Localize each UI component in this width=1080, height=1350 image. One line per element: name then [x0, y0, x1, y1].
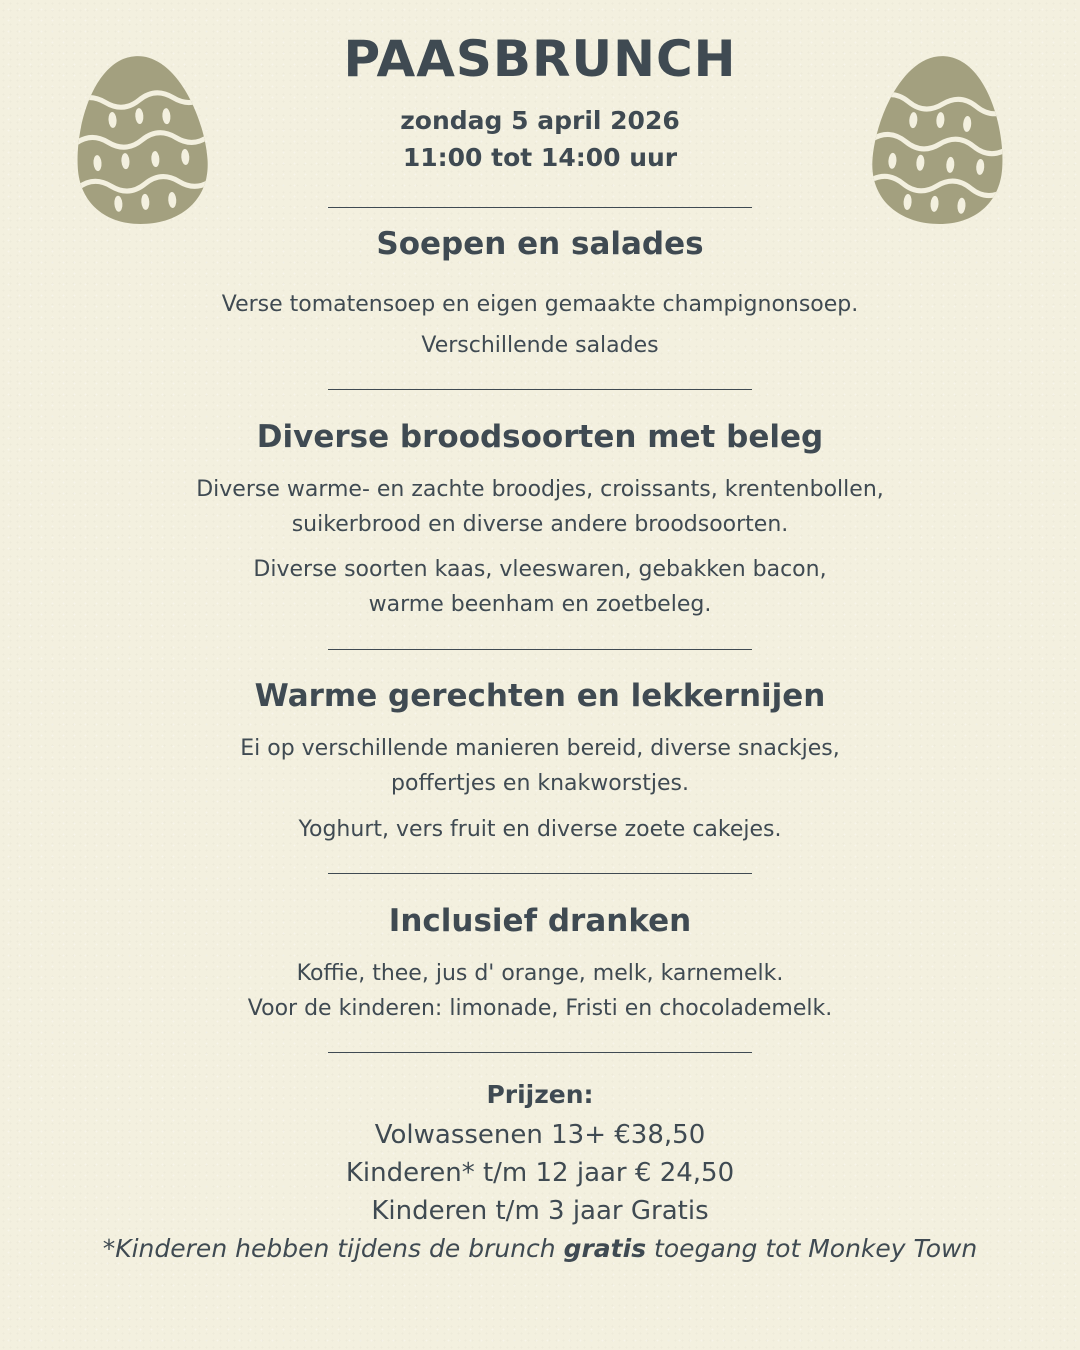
divider	[328, 207, 752, 208]
prices-title: Prijzen:	[486, 1080, 594, 1109]
section-line: Diverse warme- en zachte broodjes, croissants, krentenbollen,	[196, 477, 884, 502]
section-line: Ei op verschillende manieren bereid, diverse snackjes,	[240, 736, 840, 761]
page-title: PAASBRUNCH	[343, 30, 737, 88]
section-heading: Soepen en salades	[376, 226, 704, 262]
event-time: 11:00 tot 14:00 uur	[402, 143, 678, 172]
section-line: Verse tomatensoep en eigen gemaakte champignonsoep.	[221, 292, 859, 317]
section-line: poffertjes en knakworstjes.	[391, 771, 689, 796]
section-heading: Diverse broodsoorten met beleg	[256, 419, 824, 455]
divider	[328, 649, 752, 650]
section-heading: Warme gerechten en lekkernijen	[254, 678, 826, 714]
divider	[328, 1052, 752, 1053]
section-line: Verschillende salades	[421, 333, 659, 358]
note-emphasis: gratis	[563, 1234, 647, 1263]
section-line: Koffie, thee, jus d' orange, melk, karnemelk.	[296, 961, 784, 986]
section-line: Voor de kinderen: limonade, Fristi en chocolademelk.	[247, 996, 833, 1021]
price-note	[0, 1234, 1080, 1263]
price-line: Kinderen t/m 3 jaar Gratis	[371, 1196, 709, 1226]
section-line: Yoghurt, vers fruit en diverse zoete cakejes.	[298, 817, 782, 842]
price-line: Kinderen* t/m 12 jaar € 24,50	[345, 1158, 735, 1188]
section-line: Diverse soorten kaas, vleeswaren, gebakken bacon,	[253, 557, 827, 582]
section-line: suikerbrood en diverse andere broodsoorten.	[291, 512, 789, 537]
note-text: toegang tot Monkey Town	[646, 1234, 978, 1263]
note-text: *Kinderen hebben tijdens de brunch	[102, 1234, 564, 1263]
divider	[328, 389, 752, 390]
event-date: zondag 5 april 2026	[400, 106, 680, 135]
price-line: Volwassenen 13+ €38,50	[374, 1120, 706, 1150]
section-line: warme beenham en zoetbeleg.	[368, 592, 712, 617]
divider	[328, 873, 752, 874]
section-heading: Inclusief dranken	[388, 903, 692, 939]
